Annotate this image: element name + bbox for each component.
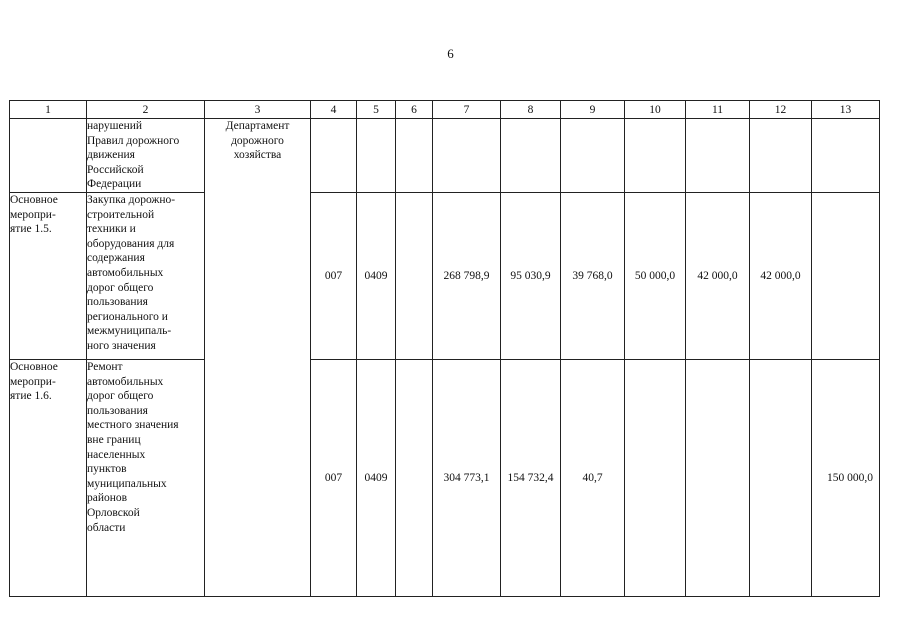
header-cell: 6	[396, 101, 433, 119]
cell-col5	[357, 119, 396, 193]
measure-line: ятие 1.5.	[10, 223, 52, 236]
description-line: районов	[87, 492, 128, 505]
header-cell: 3	[205, 101, 311, 119]
cell-col7: 268 798,9	[433, 193, 501, 360]
responsible-cell-continued	[205, 360, 311, 597]
header-cell: 2	[87, 101, 205, 119]
description-line: содержания	[87, 252, 145, 265]
cell-col10: 50 000,0	[625, 193, 686, 360]
cell-col7: 304 773,1	[433, 360, 501, 597]
header-cell: 11	[686, 101, 750, 119]
description-line: пунктов	[87, 463, 127, 476]
measure-line: меропри-	[10, 375, 56, 388]
description-line: местного значения	[87, 419, 179, 432]
page-number: 6	[447, 46, 454, 61]
cell-col11: 42 000,0	[686, 193, 750, 360]
header-cell: 9	[561, 101, 625, 119]
responsible-line: хозяйства	[233, 149, 282, 162]
header-cell: 5	[357, 101, 396, 119]
cell-col12: 42 000,0	[750, 193, 812, 360]
description-line: Ремонт	[87, 361, 123, 373]
cell-col12	[750, 360, 812, 597]
cell-col12	[750, 119, 812, 193]
header-cell: 12	[750, 101, 812, 119]
measure-line: ятие 1.6.	[10, 390, 52, 403]
table-header-row	[10, 101, 880, 119]
description-line: вне границ	[87, 433, 141, 446]
description-line: движения	[87, 149, 135, 162]
description-line: Закупка дорожно-	[87, 194, 176, 206]
cell-col8: 154 732,4	[501, 360, 561, 597]
description-line: области	[87, 521, 126, 534]
cell-col10	[625, 119, 686, 193]
description-line: населенных	[87, 448, 146, 461]
responsible-line: дорожного	[231, 134, 284, 147]
description-line: межмуниципаль-	[87, 325, 172, 338]
cell-col9: 40,7	[561, 360, 625, 597]
measure-line: меропри-	[10, 208, 56, 221]
description-line: дорог общего	[87, 281, 154, 294]
cell-col4	[311, 119, 357, 193]
cell-col13	[812, 193, 880, 360]
description-line: муниципальных	[87, 477, 167, 490]
budget-table	[9, 100, 880, 597]
cell-col8: 95 030,9	[501, 193, 561, 360]
header-cell: 13	[812, 101, 880, 119]
description-line: нарушений	[87, 120, 143, 132]
cell-col5: 0409	[357, 360, 396, 597]
measure-line: Основное	[10, 194, 58, 206]
measure-line: Основное	[10, 361, 58, 373]
header-cell: 4	[311, 101, 357, 119]
cell-col9: 39 768,0	[561, 193, 625, 360]
description-line: техники и	[87, 223, 136, 236]
description-cell	[87, 360, 205, 597]
cell-col4: 007	[311, 360, 357, 597]
description-line: Правил дорожного	[87, 134, 180, 147]
description-line: дорог общего	[87, 390, 154, 403]
cell-col9	[561, 119, 625, 193]
cell-col8	[501, 119, 561, 193]
cell-col6	[396, 360, 433, 597]
cell-col13: 150 000,0	[812, 360, 880, 597]
measure-cell	[10, 119, 87, 193]
description-line: Орловской	[87, 506, 140, 519]
description-line: строительной	[87, 208, 155, 221]
description-line: автомобильных	[87, 375, 164, 388]
description-line: Федерации	[87, 178, 142, 191]
description-line: Российской	[87, 163, 144, 176]
table-row	[10, 193, 880, 360]
cell-col5: 0409	[357, 193, 396, 360]
header-cell: 1	[10, 101, 87, 119]
cell-col11	[686, 119, 750, 193]
measure-cell	[10, 193, 87, 360]
description-line: автомобильных	[87, 266, 164, 279]
cell-col6	[396, 193, 433, 360]
description-cell	[87, 193, 205, 360]
measure-cell	[10, 360, 87, 597]
header-cell: 7	[433, 101, 501, 119]
description-line: оборудования для	[87, 237, 175, 250]
table-row	[10, 360, 880, 597]
description-cell	[87, 119, 205, 193]
header-cell: 10	[625, 101, 686, 119]
cell-col10	[625, 360, 686, 597]
description-line: ного значения	[87, 339, 156, 352]
cell-col11	[686, 360, 750, 597]
cell-col7	[433, 119, 501, 193]
cell-col4: 007	[311, 193, 357, 360]
header-cell: 8	[501, 101, 561, 119]
responsible-cell	[205, 119, 311, 193]
description-line: пользования	[87, 404, 148, 417]
description-line: пользования	[87, 296, 148, 309]
responsible-line: Департамент	[225, 120, 290, 132]
description-line: регионального и	[87, 310, 168, 323]
cell-col13	[812, 119, 880, 193]
cell-col6	[396, 119, 433, 193]
responsible-cell-continued	[205, 193, 311, 360]
table-row	[10, 119, 880, 193]
